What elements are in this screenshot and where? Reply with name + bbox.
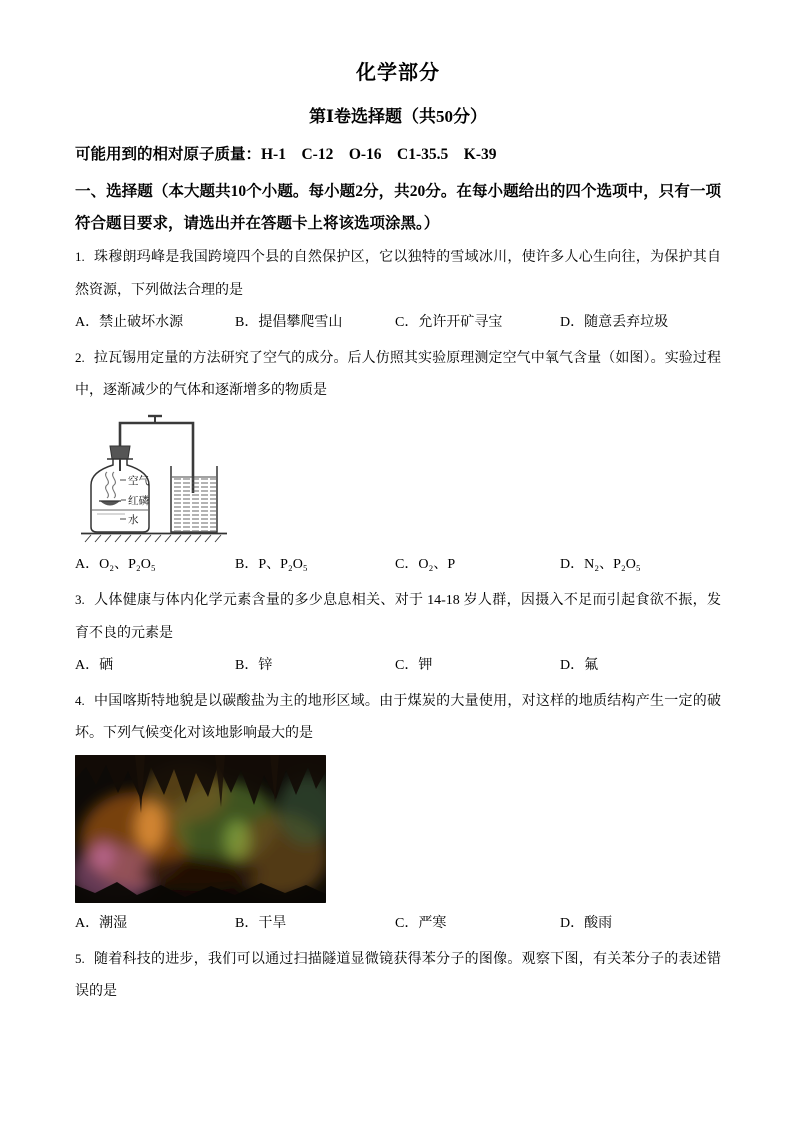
water-label: 水 <box>128 515 139 527</box>
atomic-mass-line: 可能用到的相对原子质量：H-1 C-12 O-16 C1-35.5 K-39 <box>75 146 497 163</box>
karst-cave-photo <box>75 755 721 903</box>
question-3-option-b: B．锌 <box>235 657 273 673</box>
apparatus-diagram <box>75 413 235 546</box>
question-2-number: 2. <box>75 349 85 365</box>
doc-subtitle: 第Ⅰ卷选择题（共50分） <box>309 107 487 126</box>
question-5-text <box>75 944 721 1008</box>
question-1-option-c: C．允许开矿寻宝 <box>395 314 503 330</box>
air-composition-apparatus-figure <box>75 413 721 546</box>
question-2-option-b: B．P、P₂O₅ <box>235 557 308 573</box>
question-4-option-c: C．严寒 <box>395 916 447 932</box>
question-3-text <box>75 585 721 649</box>
question-3-options <box>75 651 721 681</box>
smoke-lines <box>106 472 116 498</box>
question-4-text <box>75 686 721 750</box>
question-5 <box>75 944 721 1008</box>
question-4-option-a: A．潮湿 <box>75 916 128 932</box>
question-4-options <box>75 909 721 939</box>
question-5-body: 随着科技的进步，我们可以通过扫描隧道显微镜获得苯分子的图像。观察下图，有关苯分子的表述错误的是 <box>75 952 721 1000</box>
question-2-body: 拉瓦锡用定量的方法研究了空气的成分。后人仿照其实验原理测定空气中氧气含量（如图）。实验过程中，逐渐减少的气体和逐渐增多的物质是 <box>75 350 721 399</box>
question-1-body: 珠穆朗玛峰是我国跨境四个县的自然保护区，它以独特的雪域冰川，使许多人心生向往，为保护其自然资源，下列做法合理的是 <box>75 250 721 298</box>
question-3-body: 人体健康与体内化学元素含量的多少息息相关、对于 14-18 岁人群，因摄入不足而引起食欲不振，发育不良的元素是 <box>75 593 721 641</box>
question-5-number: 5. <box>75 951 85 967</box>
question-4 <box>75 686 721 939</box>
question-1-option-b: B．提倡攀爬雪山 <box>235 314 343 330</box>
cave-image <box>75 755 326 903</box>
question-2-option-a: A．O₂、P₂O₅ <box>75 557 156 573</box>
question-3 <box>75 585 721 680</box>
question-1-text <box>75 242 721 306</box>
question-4-option-b: B．干旱 <box>235 916 287 932</box>
question-3-option-d: D．氟 <box>560 657 599 673</box>
figure-labels <box>120 474 149 526</box>
question-1 <box>75 242 721 337</box>
rubber-stopper <box>110 446 130 459</box>
question-1-options <box>75 308 721 338</box>
phosphorus-dish <box>99 501 121 506</box>
question-2 <box>75 343 721 580</box>
question-4-body: 中国喀斯特地貌是以碳酸盐为主的地形区域。由于煤炭的大量使用，对这样的地质结构产生一定的破坏。下列气候变化对该地影响最大的是 <box>75 693 721 742</box>
question-2-option-c: C．O₂、P <box>395 557 456 573</box>
question-3-option-c: C．钾 <box>395 657 433 673</box>
question-3-number: 3. <box>75 592 85 608</box>
question-4-number: 4. <box>75 692 85 708</box>
question-1-option-a: A．禁止破坏水源 <box>75 314 184 330</box>
bench-line <box>81 534 227 543</box>
question-1-number: 1. <box>75 249 85 265</box>
question-3-option-a: A．硒 <box>75 657 114 673</box>
question-2-option-d: D．N₂、P₂O₅ <box>560 557 641 573</box>
red-phosphorus-label: 红磷 <box>128 496 149 508</box>
question-1-option-d: D．随意丢弃垃圾 <box>560 314 669 330</box>
air-label: 空气 <box>128 476 149 488</box>
question-2-options <box>75 550 721 580</box>
question-4-option-d: D．酸雨 <box>560 916 613 932</box>
section-header: 一、选择题（本大题共10个小题。每小题2分，共20分。在每小题给出的四个选项中，只有一项符合题目要求，请选出并在答题卡上将该选项涂黑。） <box>75 182 721 232</box>
doc-title: 化学部分 <box>356 62 440 84</box>
question-2-text <box>75 343 721 407</box>
